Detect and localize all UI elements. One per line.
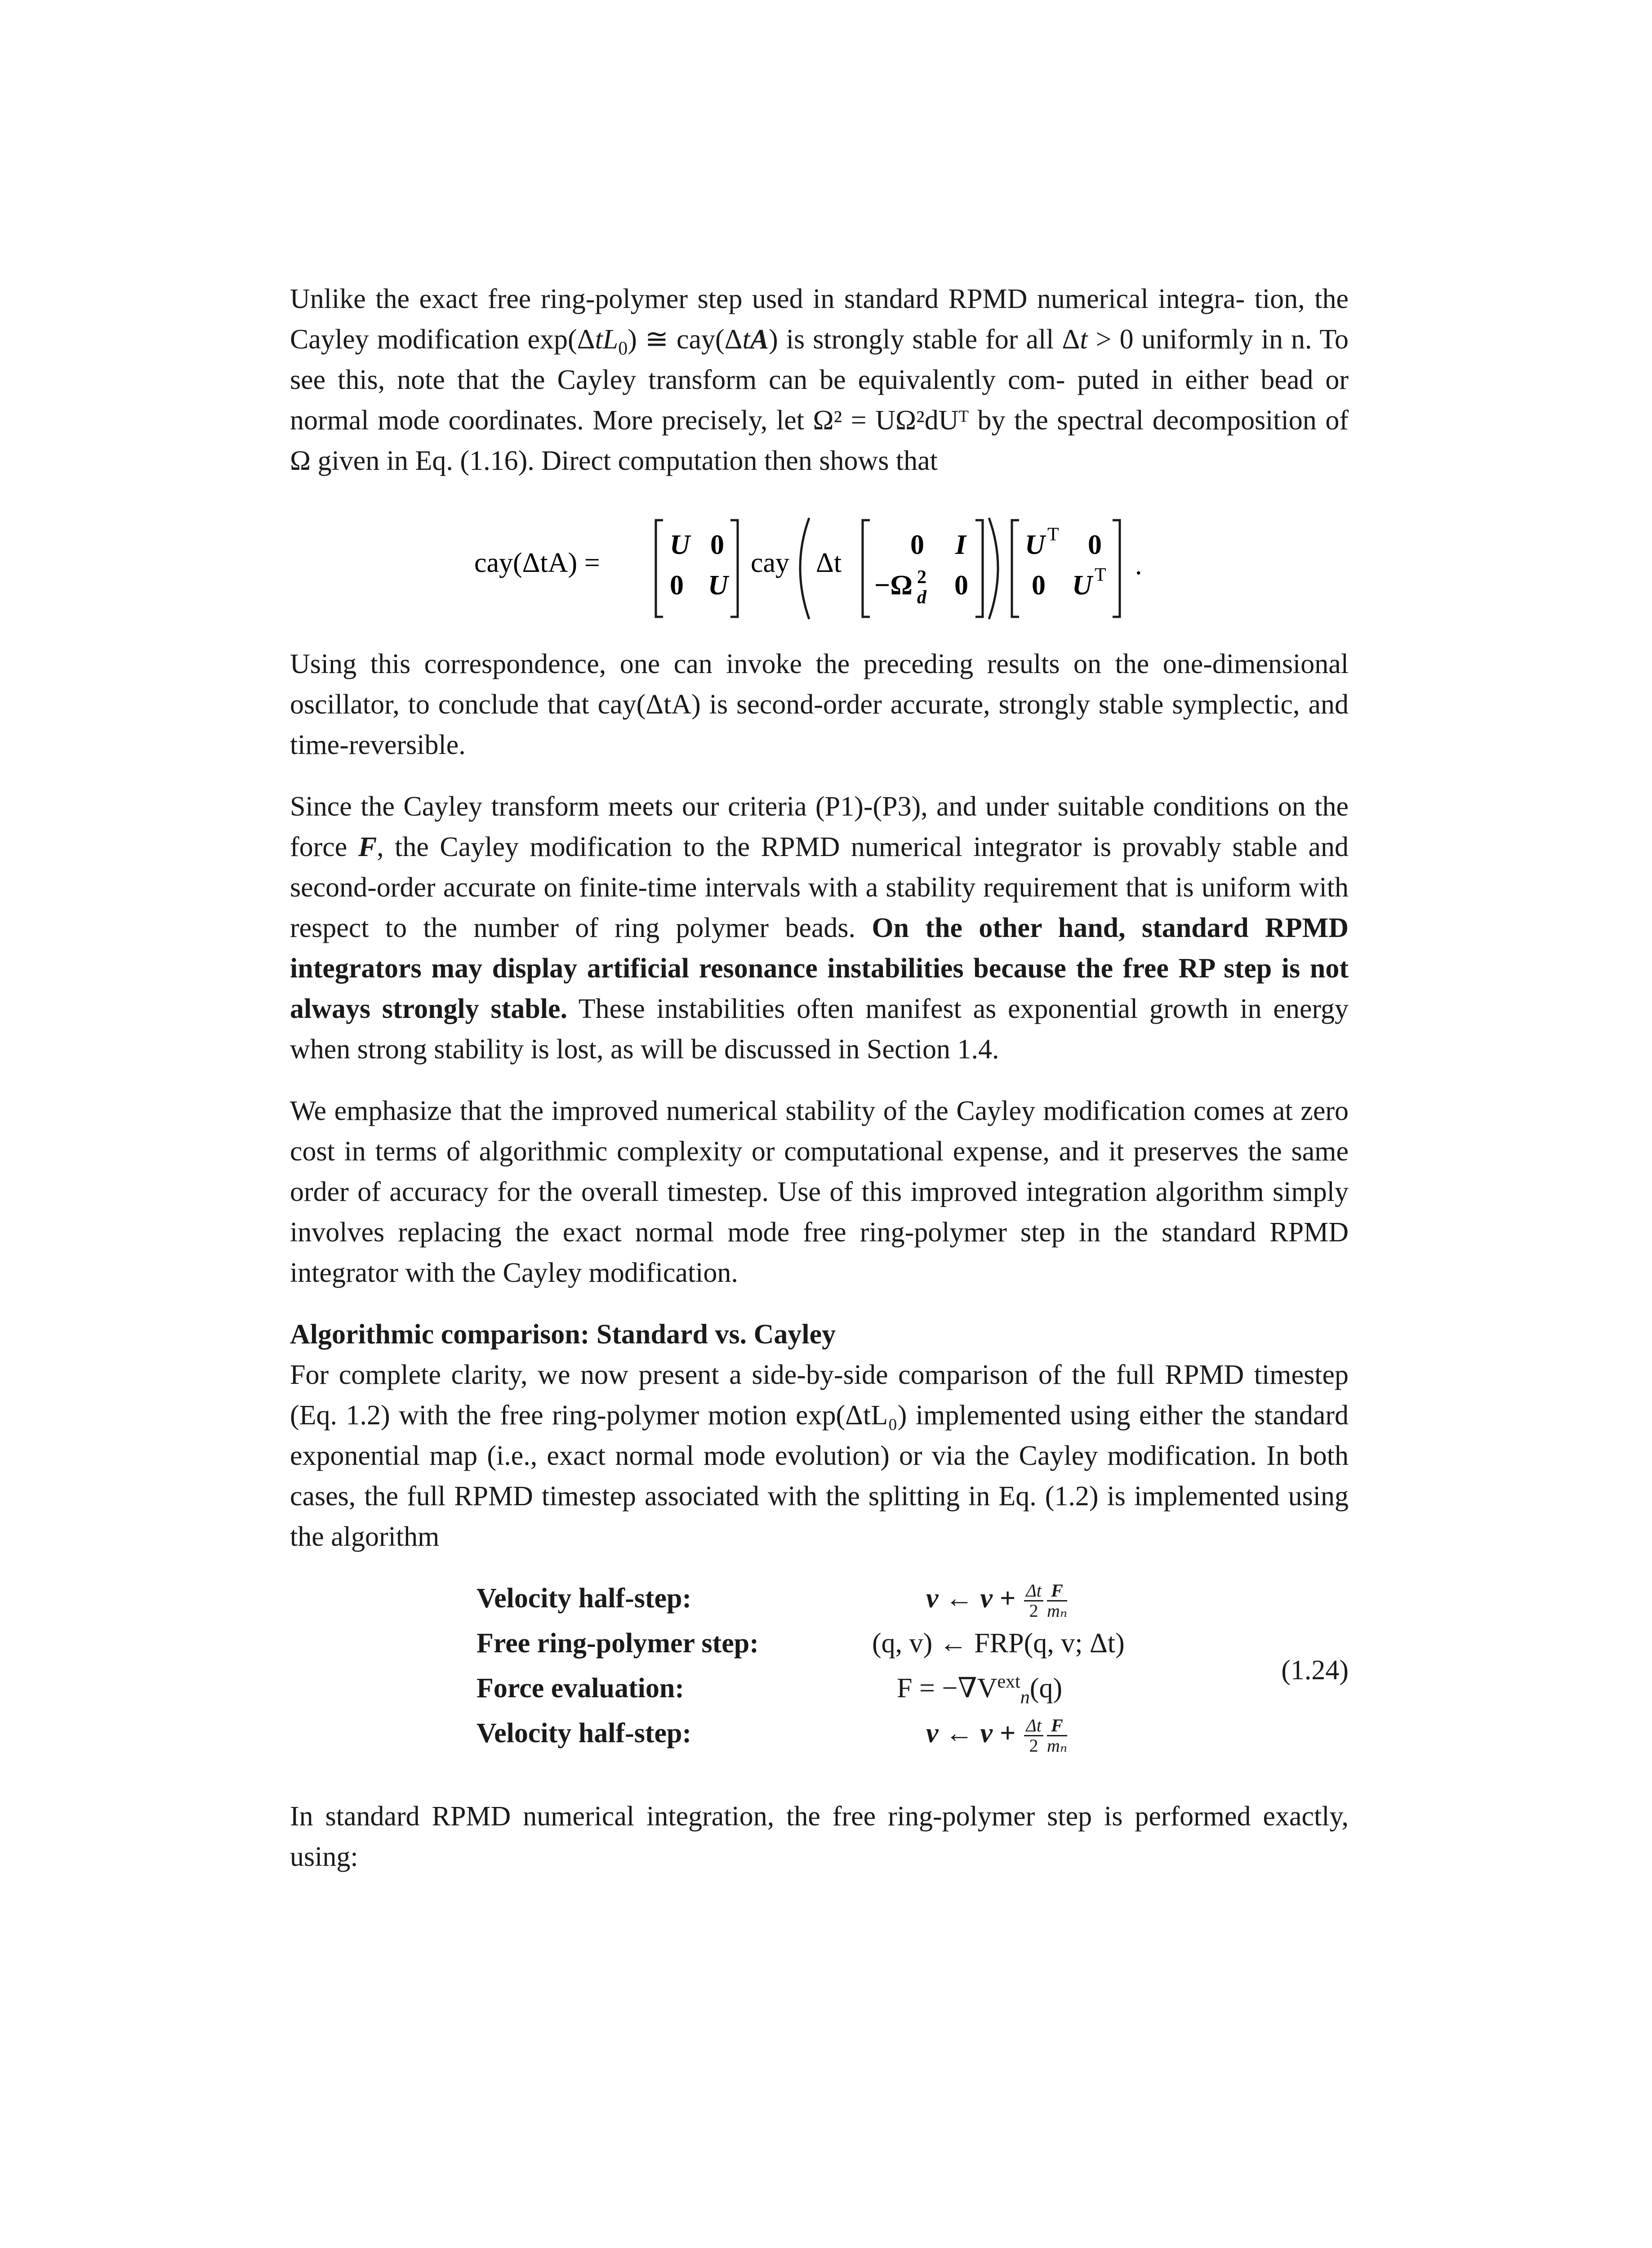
m2-b: I [955, 530, 966, 560]
section-title: Algorithmic comparison: Standard vs. Cayley [290, 1319, 836, 1350]
m1-a: U [670, 530, 690, 560]
equation-lhs: cay(ΔtA) = [474, 548, 600, 578]
m2-a: 0 [910, 530, 924, 560]
m3-b: 0 [1088, 530, 1102, 560]
emphasis-sentence: On the other hand, standard RPMD integrators may display artificial resonance instabilities because the free RP step is not always strongly stable. [290, 913, 1349, 1024]
m3-c: 0 [1032, 570, 1046, 601]
matrix-equation [290, 502, 1349, 624]
page-body [290, 279, 1349, 1898]
paragraph-2: Using this correspondence, one can invoke the preceding results on the one-dimensional oscillator, to conclude that cay(ΔtA) is second-order accurate, strongly stable symplectic, and time-reversible. [290, 649, 1349, 760]
m3-a: U [1025, 530, 1045, 560]
paragraph-6: In standard RPMD numerical integration, the free ring-polymer step is performed exactly, using: [290, 1801, 1349, 1872]
m1-c: 0 [670, 570, 684, 601]
m2-d: 0 [954, 570, 968, 601]
delta-t: Δt [816, 548, 842, 578]
m2-c: −Ω [874, 570, 913, 601]
paragraph-1: Unlike the exact free ring-polymer step used in standard RPMD numerical integra- tion, the Cayley modification exp(ΔtL$_0$) ≅ cay(ΔtA) is strongly stable for all Δt > 0 uniformly in n. To see this, note that the Cayley transform can be equivalently com- puted in either bead or normal mode coordinates. More precisely, let Ω² = UΩ²dUᵀ by the spectral decomposition of Ω given in Eq. (1.16). Direct computation then shows that [290, 284, 1349, 476]
m1-b: 0 [710, 530, 724, 560]
equation-number: (1.24) [1281, 1655, 1349, 1686]
m3-sup-d: T [1095, 565, 1106, 585]
cay-fn: cay [751, 548, 790, 578]
m1-d: U [708, 570, 728, 601]
m2-sub: d [917, 587, 926, 608]
m2-sup: 2 [917, 567, 926, 588]
equation-period: . [1135, 550, 1142, 580]
m3-sup-a: T [1047, 524, 1059, 545]
algorithm-block: Velocity half-step: v ← v + $\frac{\Delta t}{2}$ $\frac{F}{\text{mₙ}}$ Free ring-polymer step: (q, v) ← FRP(q, v; Δt) Force evaluation: $F = -\nabla V^{ext}_n(q)$ Velocity half-step: v ← v + $\frac{\Delta t}{2}$ $\frac{F}{\text{mₙ}}$ (1.24) [476, 1580, 1349, 1756]
m3-d: U [1072, 570, 1092, 601]
paragraph-3: Since the Cayley transform meets our criteria (P1)-(P3), and under suitable conditions on the force F, the Cayley modification to the RPMD numerical integrator is provably stable and second-order accurate on finite-time intervals with a stability requirement that is uniform with respect to the number of ring polymer beads. On the other hand, standard RPMD integrators may display artificial resonance instabilities because the free RP step is not always strongly stable. These instabilities often manifest as exponential growth in energy when strong stability is lost, as will be discussed in Section 1.4. [290, 791, 1349, 1065]
paragraph-4: We emphasize that the improved numerical stability of the Cayley modification comes at zero cost in terms of algorithmic complexity or computational expense, and it preserves the same order of accuracy for the overall timestep. Use of this improved integration algorithm simply involves replacing the exact normal mode free ring-polymer step in the standard RPMD integrator with the Cayley modification. [290, 1096, 1349, 1288]
paragraph-5: For complete clarity, we now present a side-by-side comparison of the full RPMD timestep (Eq. 1.2) with the free ring-polymer motion exp(ΔtL₀) implemented using either the standard exponential map (i.e., exact normal mode evolution) or via the Cayley modification. In both cases, the full RPMD timestep associated with the splitting in Eq. (1.2) is implemented using the algorithm [290, 1360, 1349, 1552]
